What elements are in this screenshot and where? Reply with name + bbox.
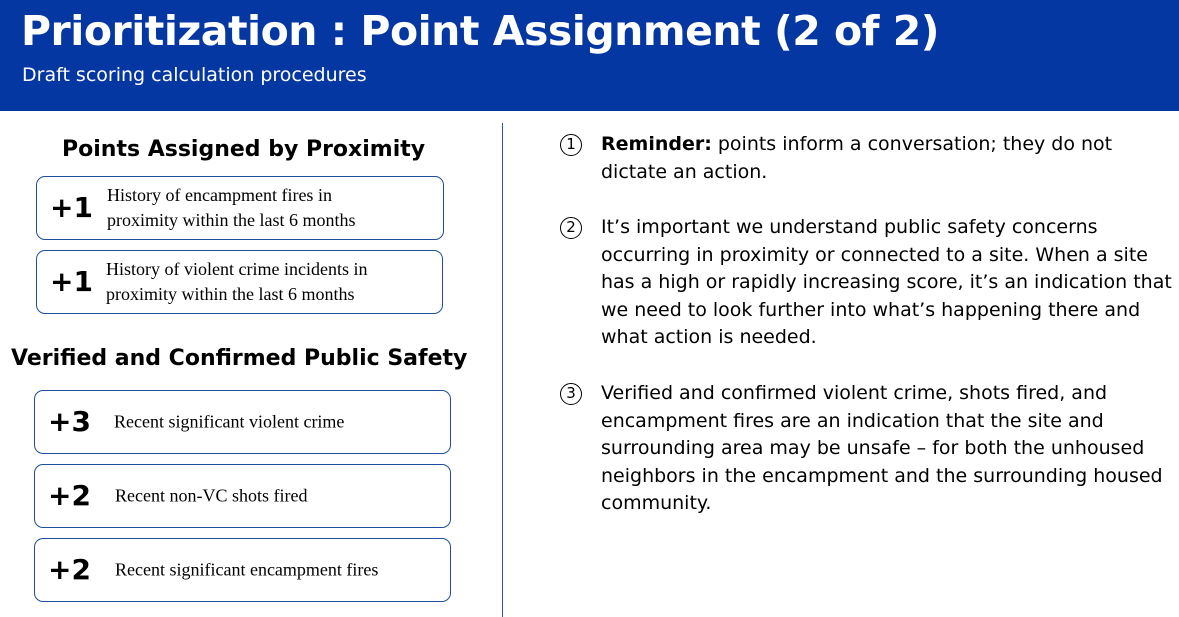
note-item-1 bbox=[560, 131, 1175, 186]
proximity-card-fires bbox=[36, 176, 444, 240]
proximity-heading: Points Assigned by Proximity bbox=[62, 137, 426, 162]
card-description-line: History of violent crime incidents in bbox=[106, 259, 368, 279]
note-body bbox=[601, 380, 1175, 518]
note-text: It’s important we understand public safety concerns occurring in proximity or connected to a site. When a site has a high or rapidly increasing score, it’s an indication that we need to look further into what’s happening there and what action is needed. bbox=[601, 216, 1172, 348]
verified-card-violent-crime bbox=[34, 390, 451, 454]
header-banner bbox=[0, 0, 1179, 111]
card-description-line: proximity within the last 6 months bbox=[107, 210, 356, 230]
points-value: +1 bbox=[50, 265, 93, 298]
verified-card-shots-fired bbox=[34, 464, 451, 528]
points-value: +1 bbox=[50, 191, 93, 224]
points-value: +3 bbox=[48, 405, 91, 438]
card-description: Recent non-VC shots fired bbox=[115, 485, 308, 506]
card-description-line: History of encampment fires in bbox=[107, 185, 332, 205]
points-value: +2 bbox=[48, 479, 91, 512]
card-description bbox=[106, 257, 367, 307]
note-item-3 bbox=[560, 380, 1175, 518]
card-description-line: proximity within the last 6 months bbox=[106, 284, 355, 304]
column-divider bbox=[502, 123, 503, 617]
note-body bbox=[601, 131, 1175, 186]
card-description bbox=[107, 183, 356, 233]
circled-number-icon: 3 bbox=[560, 383, 582, 405]
note-lead: Reminder: bbox=[601, 133, 712, 155]
note-body bbox=[601, 214, 1175, 352]
note-item-2 bbox=[560, 214, 1175, 352]
circled-number-icon: 1 bbox=[560, 134, 582, 156]
card-description: Recent significant violent crime bbox=[114, 411, 345, 432]
circled-number-icon: 2 bbox=[560, 217, 582, 239]
verified-heading: Verified and Confirmed Public Safety bbox=[11, 346, 468, 371]
verified-card-encampment-fires bbox=[34, 538, 451, 602]
proximity-card-violent-crime bbox=[36, 250, 443, 314]
points-value: +2 bbox=[48, 553, 91, 586]
page-subtitle: Draft scoring calculation procedures bbox=[22, 64, 367, 86]
note-text: points inform a conversation; they do not dictate an action. bbox=[601, 133, 1113, 183]
card-description: Recent significant encampment fires bbox=[115, 559, 379, 580]
note-text: Verified and confirmed violent crime, shots fired, and encampment fires are an indication that the site and surrounding area may be unsafe – for both the unhoused neighbors in the encampment and the surrounding housed community. bbox=[601, 382, 1163, 514]
page-title: Prioritization : Point Assignment (2 of 2) bbox=[21, 7, 940, 55]
